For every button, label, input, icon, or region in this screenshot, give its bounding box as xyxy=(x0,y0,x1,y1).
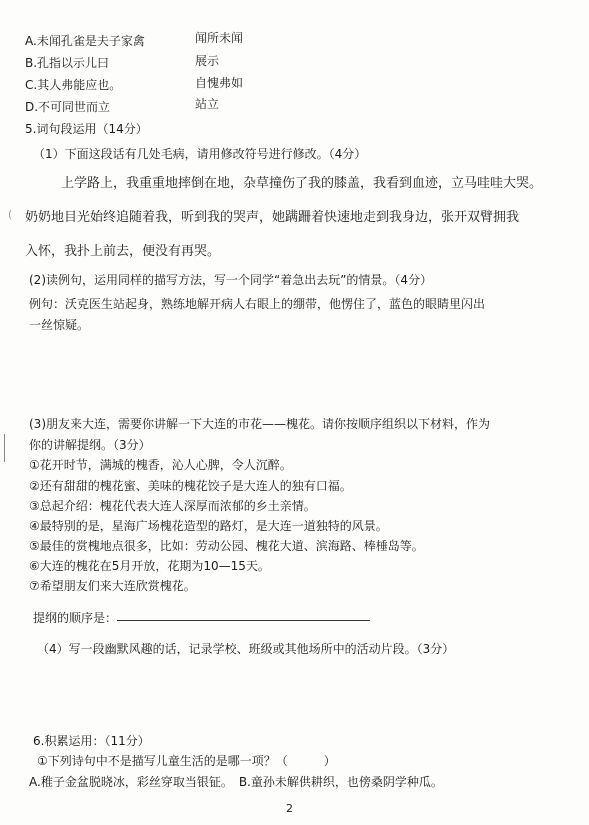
material-2: ②还有甜甜的槐花蜜、美味的槐花饺子是大连人的独有口福。 xyxy=(29,479,352,493)
option-d-right: 站立 xyxy=(195,97,220,111)
passage-line-2: 奶奶地目光始终追随着我，听到我的哭声，她蹒跚着快速地走到我身边，张开双臂拥我 xyxy=(25,210,520,225)
q2-prompt: (2)读例句，运用同样的描写方法，写一个同学“着急出去玩”的情景。（4分） xyxy=(29,273,433,287)
material-3: ③总起介绍：槐花代表大连人深厚而浓郁的乡土亲情。 xyxy=(29,499,316,513)
option-a-left: A.未闻孔雀是夫子家禽 xyxy=(25,34,145,48)
passage-line-1: 上学路上，我重重地摔倒在地，杂草撞伤了我的膝盖，我看到血迹，立马哇哇大哭。 xyxy=(61,176,543,191)
q3-prompt-line-1: (3)朋友来大连，需要你讲解一下大连的市花——槐花。请你按顺序组织以下材料，作为 xyxy=(29,417,491,431)
q4-prompt: （4）写一段幽默风趣的话，记录学校、班级或其他场所中的活动片段。（3分） xyxy=(37,642,455,656)
option-b-left: B.孔指以示儿曰 xyxy=(25,56,110,70)
page-number: 2 xyxy=(286,802,293,815)
material-5: ⑤最佳的赏槐地点很多，比如：劳动公园、槐花大道、滨海路、棒棰岛等。 xyxy=(29,539,424,553)
option-c-left: C.其人弗能应也。 xyxy=(25,78,122,92)
option-a-right: 闻所未闻 xyxy=(195,31,244,45)
section5-heading: 5.词句段运用（14分） xyxy=(25,122,148,136)
material-1: ①花开时节，满城的槐香，沁人心脾，令人沉醉。 xyxy=(29,458,292,472)
s6-q1-options: A.稚子金盆脱晓冰，彩丝穿取当银钲。 B.童孙未解供耕织，也傍桑阴学种瓜。 xyxy=(29,775,443,789)
answer-label: 提纲的顺序是： xyxy=(33,611,118,625)
section6-heading: 6.积累运用：（11分） xyxy=(33,734,150,748)
material-6: ⑥大连的槐花在5月开放，花期为10—15天。 xyxy=(29,559,270,573)
q1-prompt: （1）下面这段话有几处毛病，请用修改符号进行修改。（4分） xyxy=(33,147,367,161)
material-7: ⑦希望朋友们来大连欣赏槐花。 xyxy=(29,579,196,593)
passage-line-3: 入怀，我扑上前去，便没有再哭。 xyxy=(25,244,221,259)
q2-example-line-1: 例句：沃克医生站起身，熟练地解开病人右眼上的绷带，他愣住了，蓝色的眼睛里闪出 xyxy=(29,297,486,311)
margin-bracket-icon: ( xyxy=(8,208,13,221)
material-4: ④最特别的是，星海广场槐花造型的路灯，是大连一道独特的风景。 xyxy=(29,519,388,533)
option-d-left: D.不可同世而立 xyxy=(25,100,111,114)
s6-q1-prompt: ①下列诗句中不是描写儿童生活的是哪一项？（ ） xyxy=(37,754,336,768)
answer-line[interactable] xyxy=(117,620,370,621)
q3-prompt-line-2: 你的讲解提纲。（3分） xyxy=(29,438,151,452)
margin-rule xyxy=(4,434,5,462)
option-b-right: 展示 xyxy=(195,54,220,68)
option-c-right: 自愧弗如 xyxy=(195,76,244,90)
q2-example-line-2: 一丝惊疑。 xyxy=(29,318,90,332)
